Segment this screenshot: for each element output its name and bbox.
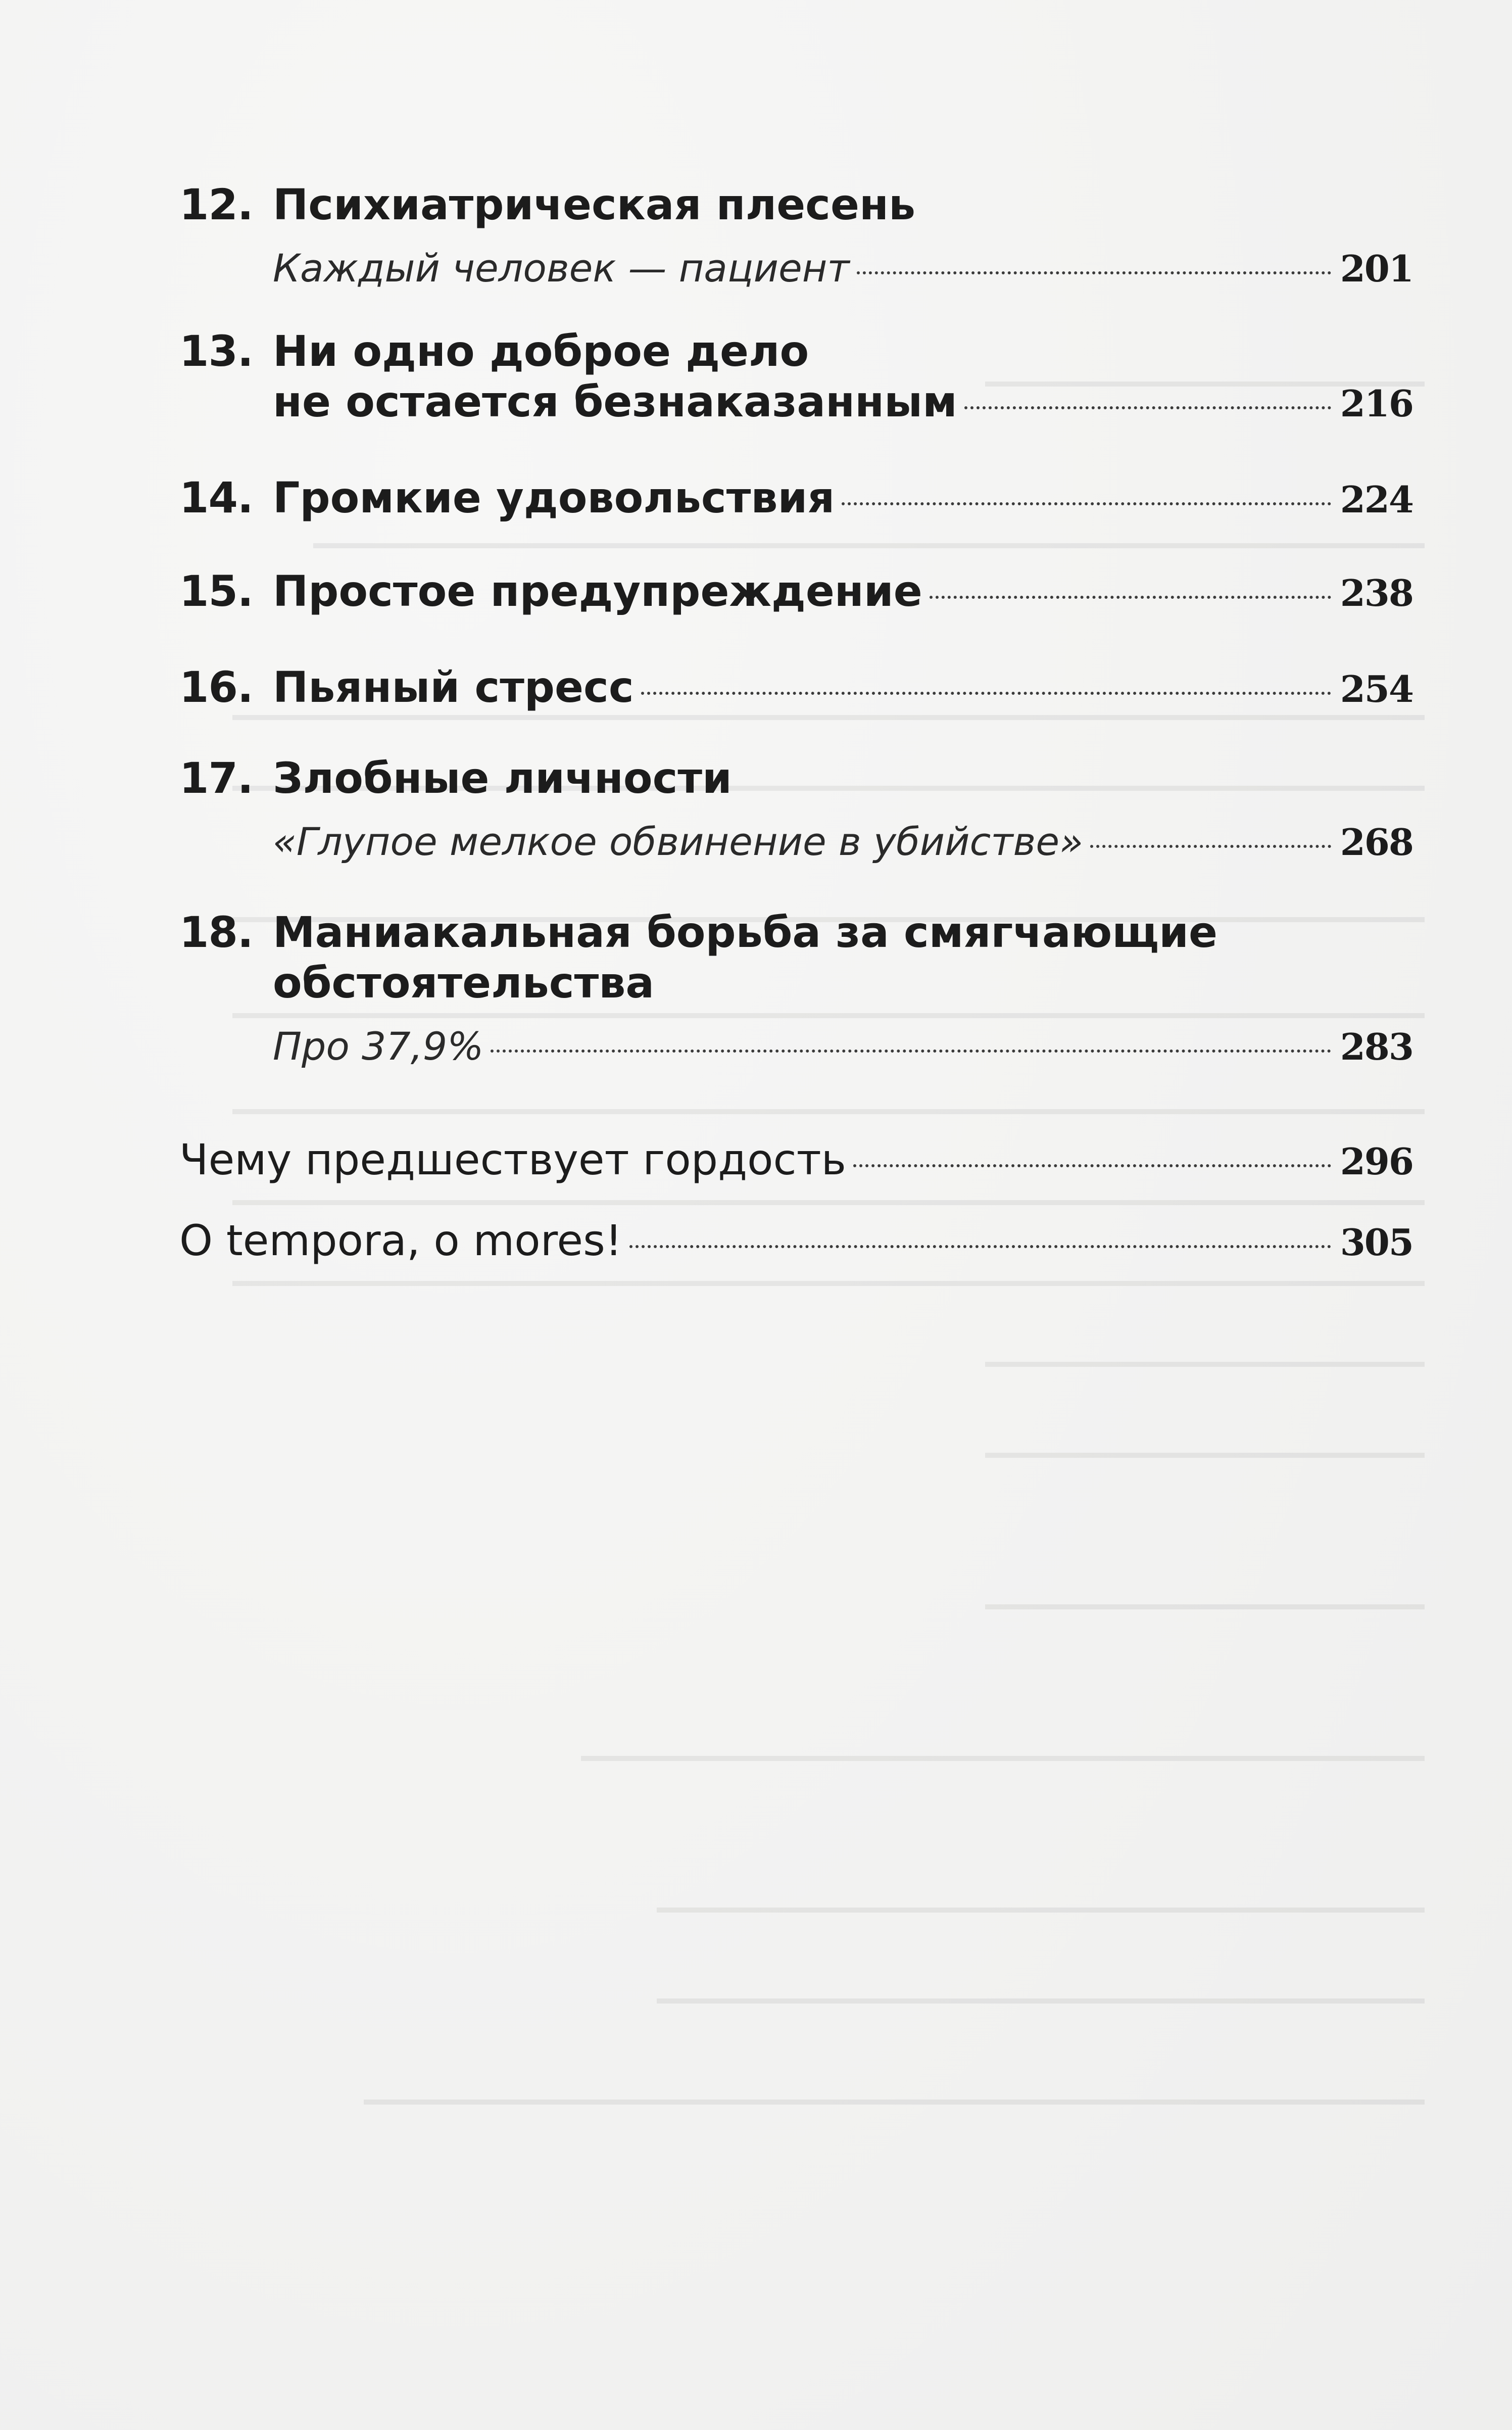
page-number: 296 (1340, 1140, 1413, 1183)
dot-leader (629, 1245, 1331, 1248)
page-number: 305 (1340, 1221, 1413, 1264)
page-number: 216 (1340, 382, 1413, 425)
chapter-title: Пьяный стресс (273, 662, 634, 712)
chapter-number: 17. (179, 753, 253, 803)
chapter-title-line-1: Маниакальная борьба за смягчающие (273, 908, 1217, 957)
chapter-number: 18. (179, 908, 253, 957)
chapter-number: 15. (179, 566, 253, 616)
chapter-number: 16. (179, 662, 253, 712)
chapter-title: Простое предупреждение (273, 566, 922, 616)
section-title: O tempora, o mores! (179, 1216, 622, 1265)
chapter-heading (273, 472, 1413, 523)
page-number: 238 (1340, 571, 1413, 614)
dot-leader (964, 406, 1331, 409)
chapter-heading (273, 326, 1413, 427)
chapter-heading (273, 566, 1413, 616)
dot-leader (842, 502, 1331, 505)
dot-leader (641, 692, 1331, 695)
chapter-number: 12. (179, 180, 253, 229)
chapter-subtitle: «Глупое мелкое обвинение в убийстве» (273, 819, 1083, 864)
section-title: Чему предшествует гордость (179, 1135, 847, 1184)
chapter-title-line-2: не остается безнаказанным (273, 377, 957, 426)
chapter-title-line-2: обстоятельства (273, 958, 655, 1008)
chapter-title-line-1: Ни одно доброе дело (273, 326, 809, 376)
page-number: 201 (1340, 247, 1413, 290)
chapter-title: Психиатрическая плесень (273, 180, 916, 229)
chapter-subtitle: Каждый человек — пациент (273, 246, 850, 291)
page-number: 224 (1340, 478, 1413, 521)
toc-entry-afterword[interactable] (179, 1215, 1413, 1266)
dot-leader (491, 1050, 1331, 1053)
page-number: 283 (1340, 1025, 1413, 1068)
chapter-number: 13. (179, 326, 253, 376)
page-number: 268 (1340, 821, 1413, 864)
chapter-heading (273, 753, 1413, 867)
chapter-heading (273, 662, 1413, 712)
dot-leader (853, 1164, 1331, 1167)
toc-entry-epilogue[interactable] (179, 1134, 1413, 1185)
chapter-title: Громкие удовольствия (273, 473, 835, 522)
chapter-heading (273, 907, 1413, 1072)
chapter-title: Злобные личности (273, 753, 732, 803)
chapter-subtitle: Про 37,9% (273, 1024, 484, 1069)
dot-leader (1090, 845, 1331, 848)
dot-leader (857, 271, 1331, 274)
chapter-number: 14. (179, 473, 253, 522)
page-number: 254 (1340, 668, 1413, 710)
dot-leader (930, 596, 1331, 599)
chapter-heading (273, 179, 1413, 294)
